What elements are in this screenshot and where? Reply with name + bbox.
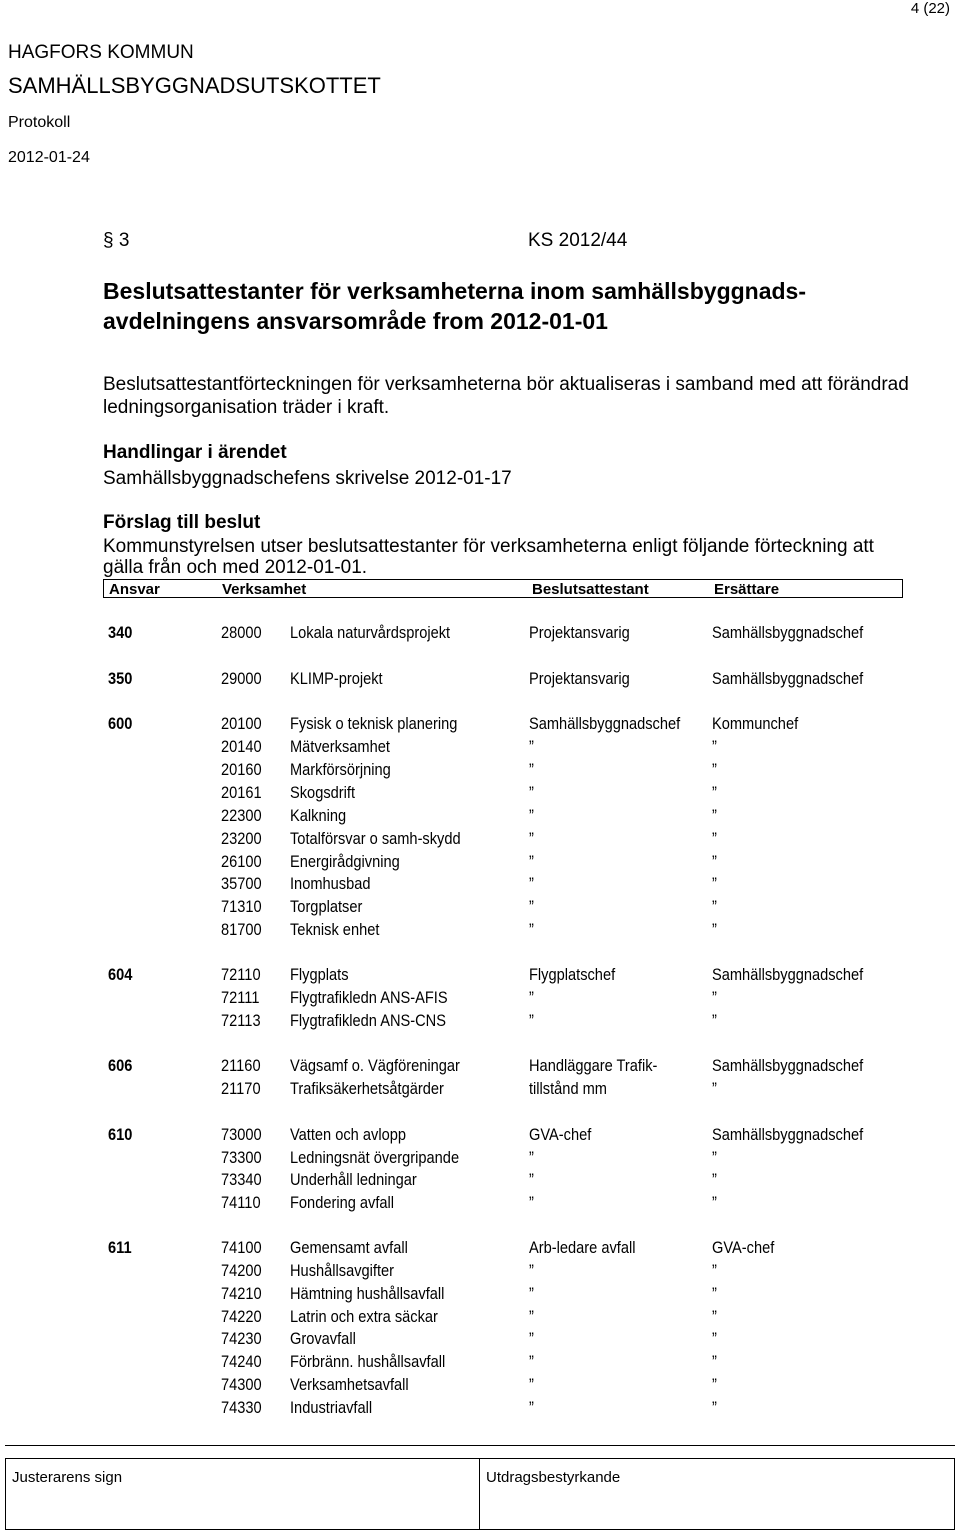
cell-verksamhet-namn: Ledningsnät övergripande [290, 1148, 460, 1167]
cell-verksamhet-kod: 81700 [221, 920, 262, 939]
cell-verksamhet-kod: 71310 [221, 897, 262, 916]
cell-ersattare: Samhällsbyggnadschef [712, 1125, 864, 1144]
cell-verksamhet-namn: Gemensamt avfall [290, 1238, 408, 1257]
cell-ersattare: ” [712, 829, 717, 848]
cell-verksamhet-kod: 20140 [221, 737, 262, 756]
proposal-line-2: gälla från och med 2012-01-01. [103, 557, 368, 578]
cell-beslutsattestant: ” [529, 806, 534, 825]
cell-verksamhet-kod: 74110 [221, 1193, 261, 1212]
cell-ersattare: ” [712, 737, 717, 756]
cell-verksamhet-kod: 20100 [221, 714, 262, 733]
cell-verksamhet-namn: Industriavfall [290, 1398, 373, 1417]
case-number: KS 2012/44 [528, 230, 628, 251]
cell-verksamhet-kod: 73300 [221, 1148, 262, 1167]
cell-verksamhet-namn: Teknisk enhet [290, 920, 380, 939]
proposal-paragraph [103, 536, 874, 578]
section-title-line-1: Beslutsattestanter för verksamheterna inom samhällsbyggnads- [103, 278, 807, 304]
cell-ersattare: ” [712, 1079, 717, 1098]
cell-verksamhet-namn: Fysisk o teknisk planering [290, 714, 458, 733]
cell-verksamhet-kod: 23200 [221, 829, 262, 848]
cell-beslutsattestant: ” [529, 829, 534, 848]
proposal-heading: Förslag till beslut [103, 512, 261, 533]
cell-verksamhet-namn: Latrin och extra säckar [290, 1307, 438, 1326]
cell-beslutsattestant: ” [529, 920, 534, 939]
cell-verksamhet-namn: Vatten och avlopp [290, 1125, 406, 1144]
cell-beslutsattestant: GVA-chef [529, 1125, 592, 1144]
page-number: 4 (22) [910, 0, 950, 17]
cell-ersattare: ” [712, 988, 717, 1007]
cell-ersattare: GVA-chef [712, 1238, 775, 1257]
cell-beslutsattestant: ” [529, 1193, 534, 1212]
cell-beslutsattestant: ” [529, 737, 534, 756]
cell-ersattare: ” [712, 783, 717, 802]
cell-beslutsattestant: ” [529, 783, 534, 802]
cell-verksamhet-kod: 28000 [221, 623, 262, 642]
cell-beslutsattestant: ” [529, 1329, 534, 1348]
cell-beslutsattestant: ” [529, 1307, 534, 1326]
header-verksamhet: Verksamhet [222, 581, 307, 598]
cell-ersattare: ” [712, 1261, 717, 1280]
cell-verksamhet-kod: 74300 [221, 1375, 262, 1394]
cell-ersattare: ” [712, 1375, 717, 1394]
cell-verksamhet-namn: Förbränn. hushållsavfall [290, 1352, 446, 1371]
cell-verksamhet-namn: Underhåll ledningar [290, 1170, 417, 1189]
cell-verksamhet-kod: 72113 [221, 1011, 261, 1030]
cell-ersattare: Samhällsbyggnadschef [712, 965, 864, 984]
cell-ansvar: 606 [108, 1056, 133, 1075]
cell-verksamhet-namn: Torgplatser [290, 897, 363, 916]
reviewer-signature-label: Justerarens sign [12, 1469, 123, 1486]
cell-verksamhet-kod: 74200 [221, 1261, 262, 1280]
cell-verksamhet-kod: 35700 [221, 874, 262, 893]
cell-verksamhet-kod: 20160 [221, 760, 262, 779]
cell-beslutsattestant: ” [529, 874, 534, 893]
cell-verksamhet-namn: Flygtrafikledn ANS-AFIS [290, 988, 448, 1007]
cell-beslutsattestant: Arb-ledare avfall [529, 1238, 636, 1257]
cell-beslutsattestant: ” [529, 1352, 534, 1371]
document-type: Protokoll [8, 114, 71, 131]
cell-verksamhet-kod: 29000 [221, 669, 262, 688]
cell-beslutsattestant: ” [529, 852, 534, 871]
cell-ersattare: ” [712, 897, 717, 916]
cell-verksamhet-kod: 26100 [221, 852, 262, 871]
header-beslutsattestant: Beslutsattestant [532, 581, 649, 598]
header-ansvar: Ansvar [109, 581, 160, 598]
cell-verksamhet-kod: 21170 [221, 1079, 261, 1098]
cell-beslutsattestant: ” [529, 1261, 534, 1280]
section-number: § 3 [103, 230, 130, 251]
intro-paragraph [103, 373, 909, 419]
cell-ersattare: ” [712, 1329, 717, 1348]
cell-verksamhet-kod: 20161 [221, 783, 262, 802]
cell-ersattare: ” [712, 1170, 717, 1189]
cell-beslutsattestant: ” [529, 988, 534, 1007]
table-header [103, 579, 903, 598]
cell-verksamhet-namn: Totalförsvar o samh-skydd [290, 829, 461, 848]
cell-beslutsattestant: ” [529, 1011, 534, 1030]
cell-verksamhet-kod: 74330 [221, 1398, 262, 1417]
footer-divider [5, 1445, 955, 1446]
cell-verksamhet-kod: 73000 [221, 1125, 262, 1144]
cell-beslutsattestant: ” [529, 1398, 534, 1417]
cell-ansvar: 610 [108, 1125, 133, 1144]
cell-verksamhet-kod: 72111 [221, 988, 260, 1007]
cell-verksamhet-kod: 74100 [221, 1238, 262, 1257]
intro-line-1: Beslutsattestantförteckningen för verksamheterna bör aktualiseras i samband med att förändrad [103, 374, 909, 395]
cell-verksamhet-namn: Fondering avfall [290, 1193, 395, 1212]
cell-verksamhet-namn: Hushållsavgifter [290, 1261, 395, 1280]
cell-beslutsattestant: Handläggare Trafik- [529, 1056, 658, 1075]
cell-ersattare: ” [712, 806, 717, 825]
reviewer-signature-box [5, 1458, 480, 1530]
cell-verksamhet-kod: 74230 [221, 1329, 262, 1348]
cell-verksamhet-namn: KLIMP-projekt [290, 669, 383, 688]
meeting-date: 2012-01-24 [8, 149, 90, 166]
proposal-line-1: Kommunstyrelsen utser beslutsattestanter för verksamheterna enligt följande förteckning att [103, 536, 874, 557]
cell-beslutsattestant: ” [529, 897, 534, 916]
cell-ersattare: Samhällsbyggnadschef [712, 1056, 864, 1075]
cell-ersattare: Samhällsbyggnadschef [712, 623, 864, 642]
header-ersattare: Ersättare [714, 581, 780, 598]
certification-label: Utdragsbestyrkande [486, 1469, 621, 1486]
cell-verksamhet-namn: Trafiksäkerhetsåtgärder [290, 1079, 444, 1098]
cell-verksamhet-kod: 74210 [221, 1284, 262, 1303]
certification-box [479, 1458, 955, 1530]
cell-verksamhet-kod: 72110 [221, 965, 261, 984]
cell-ersattare: ” [712, 920, 717, 939]
cell-verksamhet-namn: Flygplats [290, 965, 349, 984]
cell-ersattare: Kommunchef [712, 714, 799, 733]
cell-ersattare: ” [712, 760, 717, 779]
cell-verksamhet-namn: Flygtrafikledn ANS-CNS [290, 1011, 446, 1030]
cell-ersattare: ” [712, 874, 717, 893]
cell-ansvar: 350 [108, 669, 133, 688]
cell-ansvar: 600 [108, 714, 133, 733]
cell-verksamhet-namn: Markförsörjning [290, 760, 391, 779]
cell-ersattare: ” [712, 1307, 717, 1326]
cell-ansvar: 340 [108, 623, 133, 642]
cell-verksamhet-kod: 73340 [221, 1170, 262, 1189]
cell-beslutsattestant: tillstånd mm [529, 1079, 607, 1098]
section-title [103, 276, 806, 336]
cell-ansvar: 611 [108, 1238, 132, 1257]
cell-ersattare: ” [712, 852, 717, 871]
cell-beslutsattestant: ” [529, 1148, 534, 1167]
cell-ersattare: ” [712, 1193, 717, 1212]
cell-verksamhet-namn: Inomhusbad [290, 874, 371, 893]
cell-verksamhet-kod: 74240 [221, 1352, 262, 1371]
cell-ersattare: ” [712, 1284, 717, 1303]
cell-verksamhet-namn: Mätverksamhet [290, 737, 390, 756]
committee-name: SAMHÄLLSBYGGNADSUTSKOTTET [8, 73, 381, 98]
cell-verksamhet-namn: Grovavfall [290, 1329, 356, 1348]
documents-heading: Handlingar i ärendet [103, 442, 287, 463]
organization-name: HAGFORS KOMMUN [8, 42, 194, 63]
intro-line-2: ledningsorganisation träder i kraft. [103, 397, 390, 418]
documents-text: Samhällsbyggnadschefens skrivelse 2012-01-17 [103, 468, 512, 489]
cell-verksamhet-namn: Verksamhetsavfall [290, 1375, 409, 1394]
section-title-line-2: avdelningens ansvarsområde from 2012-01-01 [103, 308, 608, 334]
cell-beslutsattestant: ” [529, 1284, 534, 1303]
cell-ansvar: 604 [108, 965, 133, 984]
cell-verksamhet-namn: Hämtning hushållsavfall [290, 1284, 445, 1303]
cell-ersattare: Samhällsbyggnadschef [712, 669, 864, 688]
cell-beslutsattestant: ” [529, 760, 534, 779]
cell-ersattare: ” [712, 1352, 717, 1371]
cell-beslutsattestant: Samhällsbyggnadschef [529, 714, 681, 733]
cell-verksamhet-namn: Vägsamf o. Vägföreningar [290, 1056, 460, 1075]
cell-verksamhet-namn: Skogsdrift [290, 783, 356, 802]
cell-verksamhet-namn: Energirådgivning [290, 852, 400, 871]
cell-beslutsattestant: Projektansvarig [529, 669, 630, 688]
cell-verksamhet-namn: Lokala naturvårdsprojekt [290, 623, 451, 642]
cell-verksamhet-namn: Kalkning [290, 806, 347, 825]
cell-beslutsattestant: ” [529, 1375, 534, 1394]
cell-beslutsattestant: ” [529, 1170, 534, 1189]
cell-ersattare: ” [712, 1148, 717, 1167]
cell-verksamhet-kod: 22300 [221, 806, 262, 825]
cell-beslutsattestant: Flygplatschef [529, 965, 616, 984]
cell-ersattare: ” [712, 1398, 717, 1417]
cell-ersattare: ” [712, 1011, 717, 1030]
cell-verksamhet-kod: 21160 [221, 1056, 261, 1075]
cell-beslutsattestant: Projektansvarig [529, 623, 630, 642]
cell-verksamhet-kod: 74220 [221, 1307, 262, 1326]
